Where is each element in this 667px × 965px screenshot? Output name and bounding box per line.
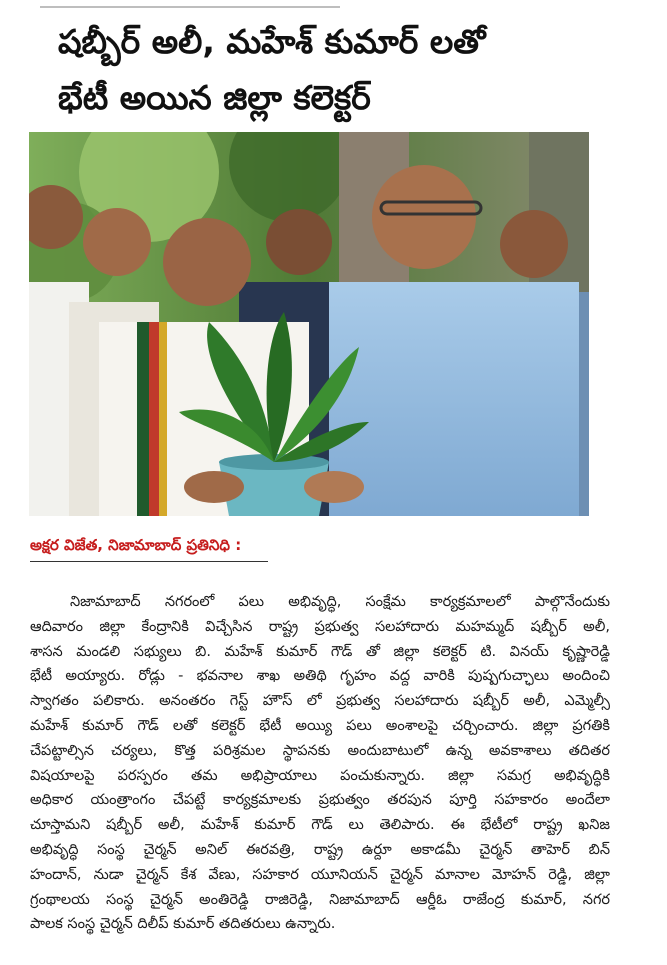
article-body — [30, 590, 610, 937]
body-line: మహేశ్ కుమార్ గౌడ్ లతో కలెక్టర్ భేటీ అయ్యి పలు అంశాలపై చర్చించారు. జిల్లా ప్రగతికి — [30, 717, 610, 734]
byline: అక్షర విజేత, నిజామాబాద్ ప్రతినిధి : — [30, 536, 242, 554]
body-line: నిజామాబాద్ నగరంలో పలు అభివృద్ధి, సంక్షేమ కార్యక్రమాలలో పాల్గొనేందుకు — [70, 594, 610, 610]
body-line: గ్రంథాలయ సంస్థ చైర్మన్ అంతిరెడ్డి రాజిరెడ్డి, నిజామాబాద్ ఆర్డీఓ రాజేంద్ర కుమార్, నగర — [30, 891, 610, 908]
body-line: అధికార యంత్రాంగం చేపట్టే కార్యక్రమాలకు ప్రభుత్వం తరపున పూర్తి సహకారం అందేలా — [30, 792, 610, 809]
body-line: అభివృద్ధి సంస్థ చైర్మన్ అనిల్ ఈరవత్రి, రాష్ట్ర ఉర్దూ అకాడమీ చైర్మన్ తాహెర్ బిన్ — [30, 841, 610, 858]
body-line: పాలక సంస్థ చైర్మన్ దిలీప్ కుమార్ తదితరులు ఉన్నారు. — [30, 916, 336, 933]
headline-line-2: భేటీ అయిన జిల్లా కలెక్టర్ — [58, 78, 371, 117]
photo-illustration — [29, 132, 589, 516]
byline-underline — [30, 561, 268, 562]
body-line: చూస్తామని షబ్బీర్ అలీ, మహేశ్ కుమార్ గౌడ్ లు తెలిపారు. ఈ భేటీలో రాష్ట్ర ఖనిజ — [30, 817, 610, 834]
body-line: హందాన్, నుడా చైర్మన్ కేశ వేణు, సహకార యూనియన్ చైర్మన్ మానాల మోహన్ రెడ్డి, జిల్లా — [30, 866, 610, 883]
body-line: చేపట్టాల్సిన చర్యలు, కొత్త పరిశ్రమల స్థాపనకు అందుబాటులో ఉన్న అవకాశాలు తదితర — [30, 742, 610, 759]
body-line: విషయాలపై పరస్పరం తమ అభిప్రాయాలు పంచుకున్నారు. జిల్లా సమగ్ర అభివృద్ధికి — [30, 767, 610, 784]
headline — [58, 14, 618, 126]
clipped-previous-text — [40, 0, 340, 8]
body-line: భేటీ అయ్యారు. రోడ్లు - భవనాల శాఖ అతిథి గృహం వద్ద వారికి పుష్పగుచ్ఛాలు అందించి — [30, 668, 610, 685]
news-photo — [29, 132, 589, 516]
body-line: శాసన మండలి సభ్యులు బి. మహేశ్ కుమార్ గౌడ్ తో జిల్లా కలెక్టర్ టి. వినయ్ కృష్ణారెడ్డి — [30, 643, 610, 660]
body-line: ఆదివారం జిల్లా కేంద్రానికి విచ్చేసిన రాష్ట్ర ప్రభుత్వ సలహాదారు మహమ్మద్ షబ్బీర్ అలీ, — [30, 618, 610, 635]
body-line: స్వాగతం పలికారు. అనంతరం గెస్ట్ హౌస్ లో ప్రభుత్వ సలహాదారు షబ్బీర్ అలీ, ఎమ్మెల్సీ — [30, 693, 610, 710]
headline-line-1: షబ్బీర్ అలీ, మహేశ్ కుమార్ లతో — [58, 22, 486, 61]
